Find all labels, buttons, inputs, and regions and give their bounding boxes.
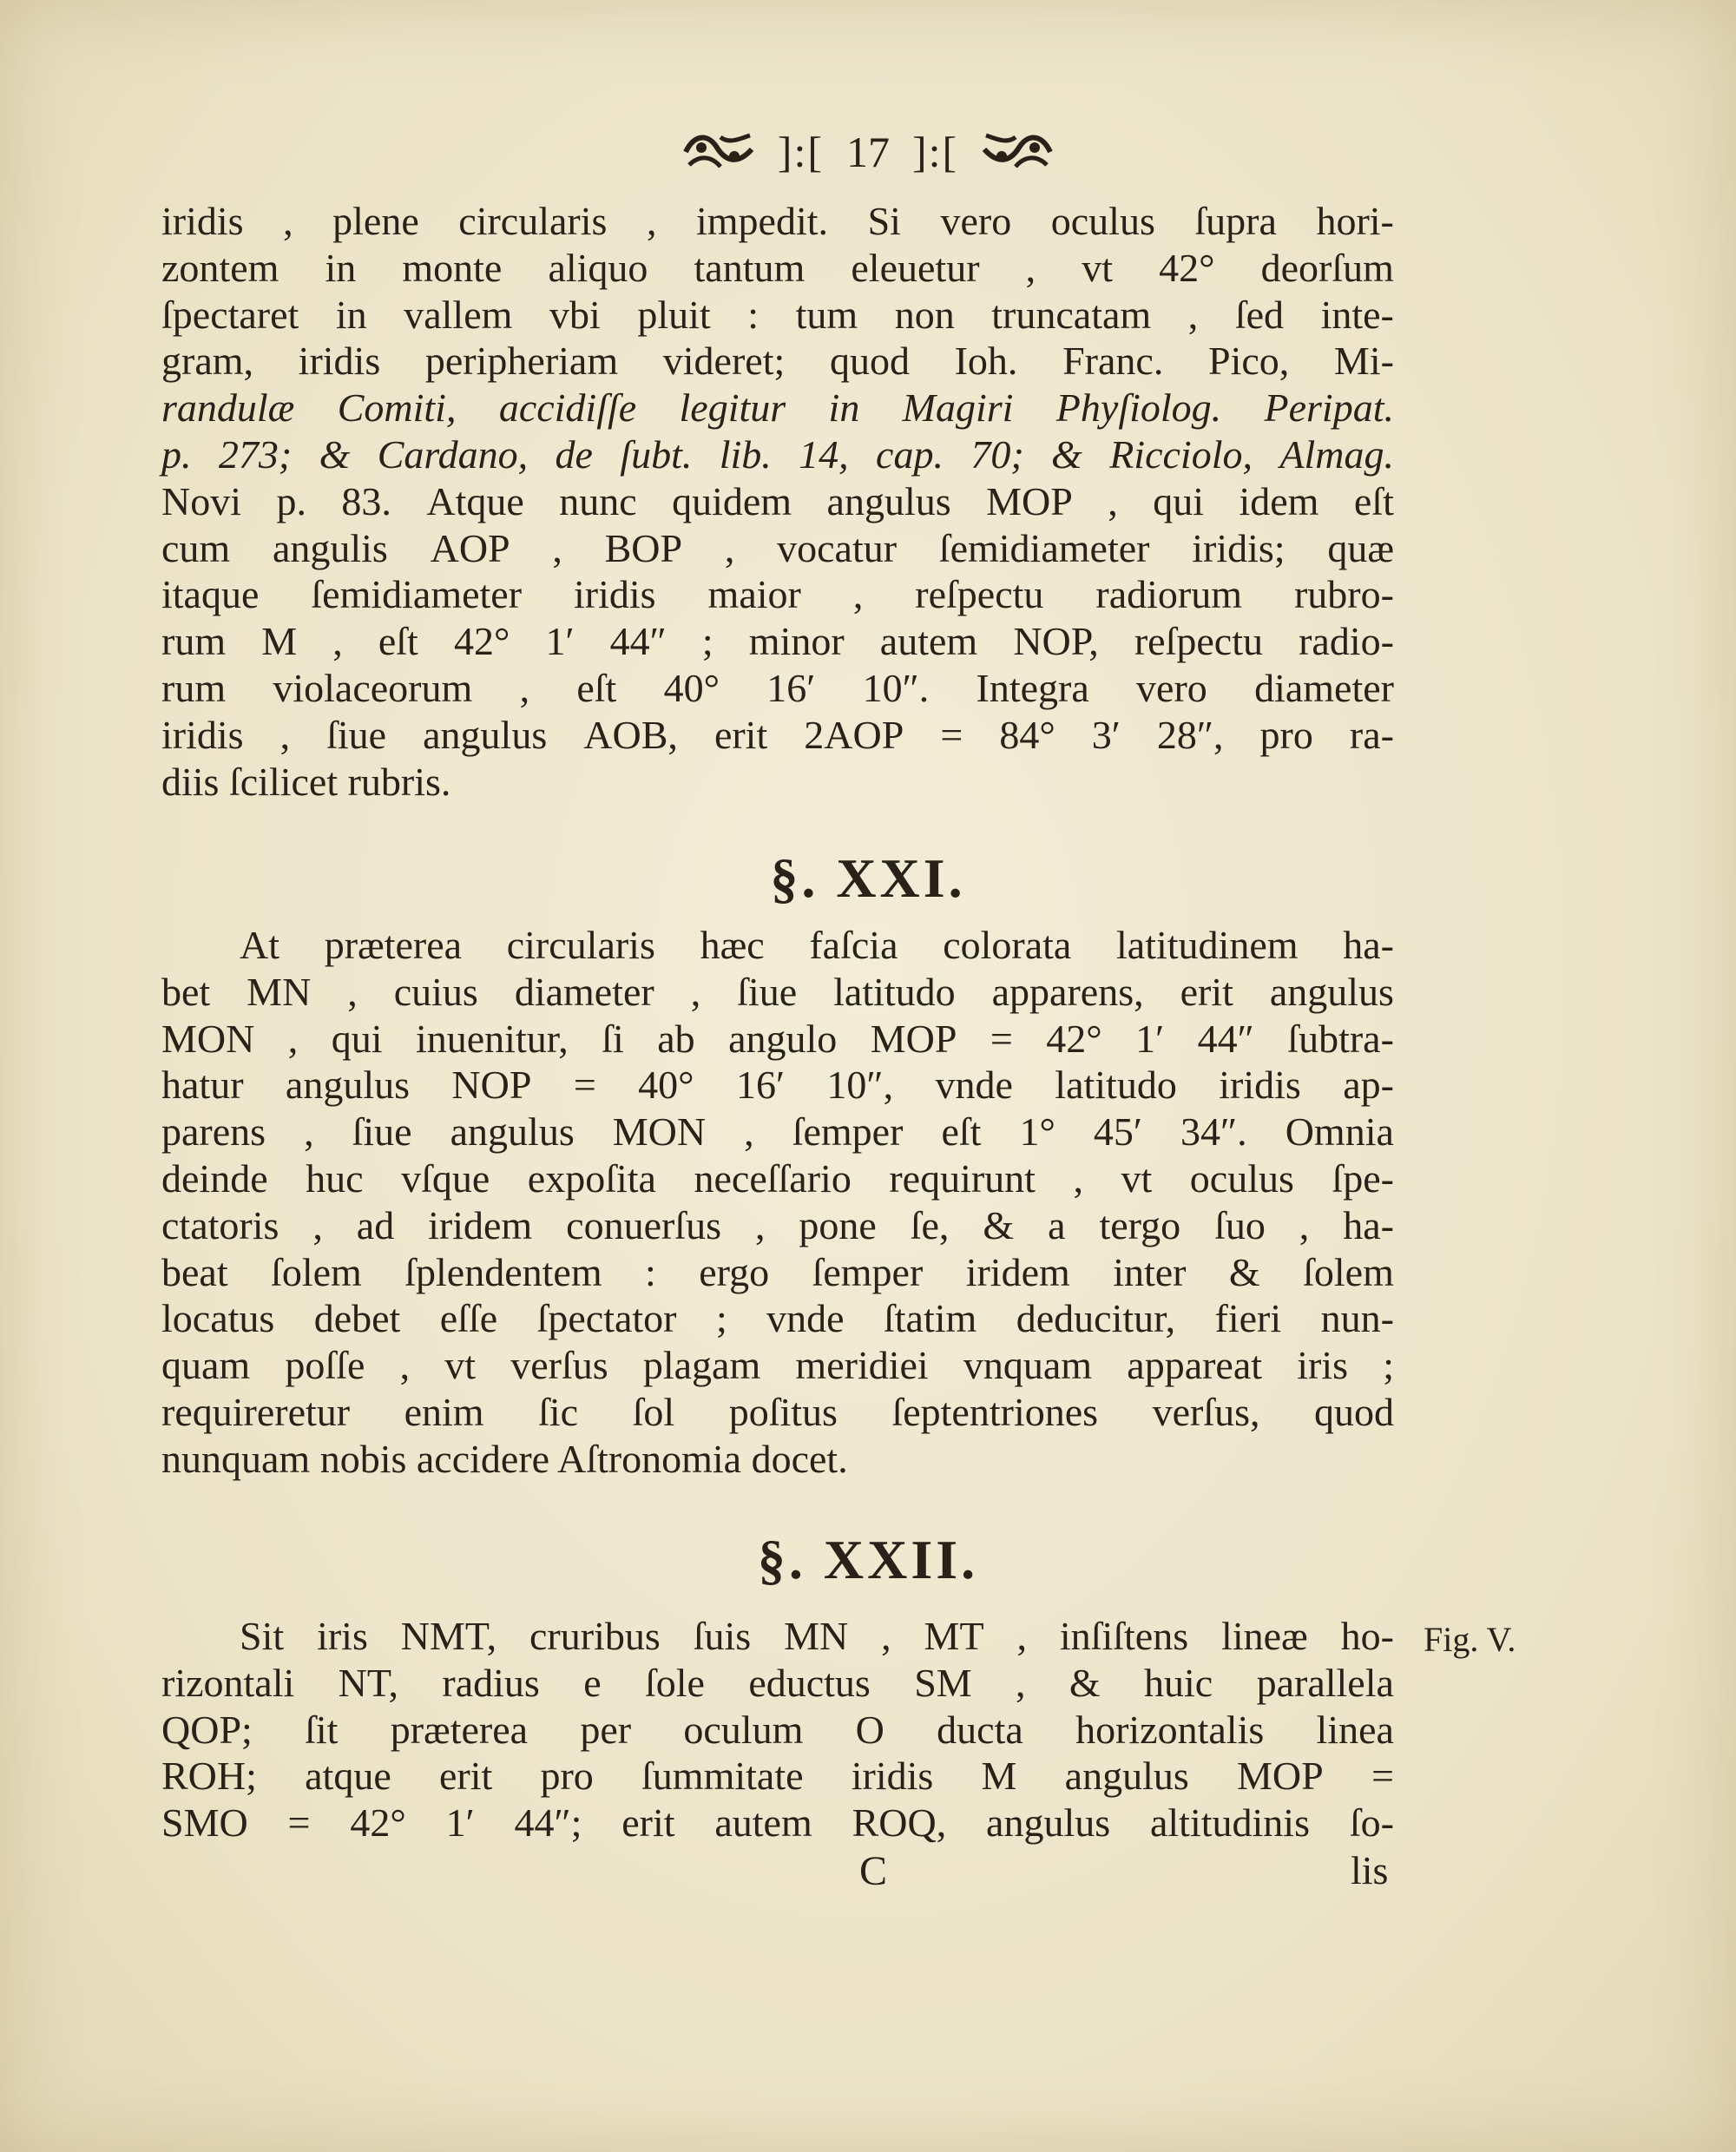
text-line: SMO = 42° 1′ 44″; erit autem ROQ, angulus altitudinis ſo- <box>161 1800 1394 1846</box>
paragraph-section-xxii <box>161 1613 1394 1846</box>
text-line: rum violaceorum , eſt 40° 16′ 10″. Integra vero diameter <box>161 665 1394 710</box>
text-line: nunquam nobis accidere Aſtronomia docet. <box>161 1436 848 1481</box>
signature-mark: C <box>859 1848 888 1894</box>
paragraph-section-xxi <box>161 922 1394 1483</box>
catchword: lis <box>1351 1848 1389 1892</box>
page-header <box>0 117 1736 187</box>
text-line: bet MN , cuius diameter , ſiue latitudo apparens, erit angulus <box>161 969 1394 1014</box>
text-line: itaque ſemidiameter iridis maior , reſpectu radiorum rubro- <box>161 572 1394 617</box>
text-line: rum M , eſt 42° 1′ 44″ ; minor autem NOP, reſpectu radio- <box>161 619 1394 664</box>
text-line: requireretur enim ſic ſol poſitus ſeptentriones verſus, quod <box>161 1389 1394 1434</box>
fleuron-ornament-left-icon <box>682 130 755 174</box>
text-line: cum angulis AOP , BOP , vocatur ſemidiameter iridis; quæ <box>161 525 1394 570</box>
page-number: 17 <box>846 128 890 176</box>
text-line: MON , qui inuenitur, ſi ab angulo MOP = 42° 1′ 44″ ſubtra- <box>161 1016 1394 1061</box>
text-line: quam poſſe , vt verſus plagam meridiei vnquam appareat iris ; <box>161 1343 1394 1388</box>
text-line: zontem in monte aliquo tantum eleuetur , vt 42° deorſum <box>161 245 1394 290</box>
figure-margin-note: Fig. V. <box>1424 1620 1516 1659</box>
text-line: iridis , ſiue angulus AOB, erit 2AOP = 84° 3′ 28″, pro ra- <box>161 712 1394 757</box>
text-line: gram, iridis peripheriam videret; quod Ioh. Franc. Pico, Mi- <box>161 339 1394 384</box>
text-line: rizontali NT, radius e ſole eductus SM , & huic parallela <box>161 1660 1394 1705</box>
section-heading-xxii: §. XXII. <box>757 1529 979 1590</box>
fleuron-ornament-right-icon <box>981 130 1054 174</box>
text-line: iridis , plene circularis , impedit. Si vero oculus ſupra hori- <box>161 199 1394 243</box>
paragraph-continuation <box>161 198 1394 805</box>
text-line: deinde huc vſque expoſita neceſſario requirunt , vt oculus ſpe- <box>161 1155 1394 1201</box>
section-heading-xxi: §. XXI. <box>770 847 966 909</box>
text-line: Novi p. 83. Atque nunc quidem angulus MOP , qui idem eſt <box>161 478 1394 523</box>
text-line: ſpectaret in vallem vbi pluit : tum non truncatam , ſed inte- <box>161 292 1394 337</box>
text-line: QOP; ſit præterea per oculum O ducta horizontalis linea <box>161 1707 1394 1752</box>
text-line: hatur angulus NOP = 40° 16′ 10″, vnde latitudo iridis ap- <box>161 1063 1394 1108</box>
text-line: ROH; atque erit pro ſummitate iridis M angulus MOP = <box>161 1754 1394 1799</box>
text-line: parens , ſiue angulus MON , ſemper eſt 1° 45′ 34″. Omnia <box>161 1109 1394 1155</box>
text-line: beat ſolem ſplendentem : ergo ſemper iridem inter & ſolem <box>161 1249 1394 1294</box>
header-bracket-right: ]:[ <box>912 128 959 176</box>
text-line: At præterea circularis hæc faſcia colorata latitudinem ha- <box>240 923 1394 967</box>
text-line: p. 273; & Cardano, de ſubt. lib. 14, cap. 70; & Ricciolo, Almag. <box>161 431 1394 477</box>
text-line: locatus debet eſſe ſpectator ; vnde ſtatim deducitur, fieri nun- <box>161 1296 1394 1341</box>
text-line: randulæ Comiti, accidiſſe legitur in Magiri Phyſiolog. Peripat. <box>161 385 1394 431</box>
header-bracket-left: ]:[ <box>777 128 824 176</box>
text-line: Sit iris NMT, cruribus ſuis MN , MT , inſiſtens lineæ ho- <box>240 1614 1394 1658</box>
text-line: ctatoris , ad iridem conuerſus , pone ſe, & a tergo ſuo , ha- <box>161 1202 1394 1247</box>
text-line: diis ſcilicet rubris. <box>161 759 451 804</box>
